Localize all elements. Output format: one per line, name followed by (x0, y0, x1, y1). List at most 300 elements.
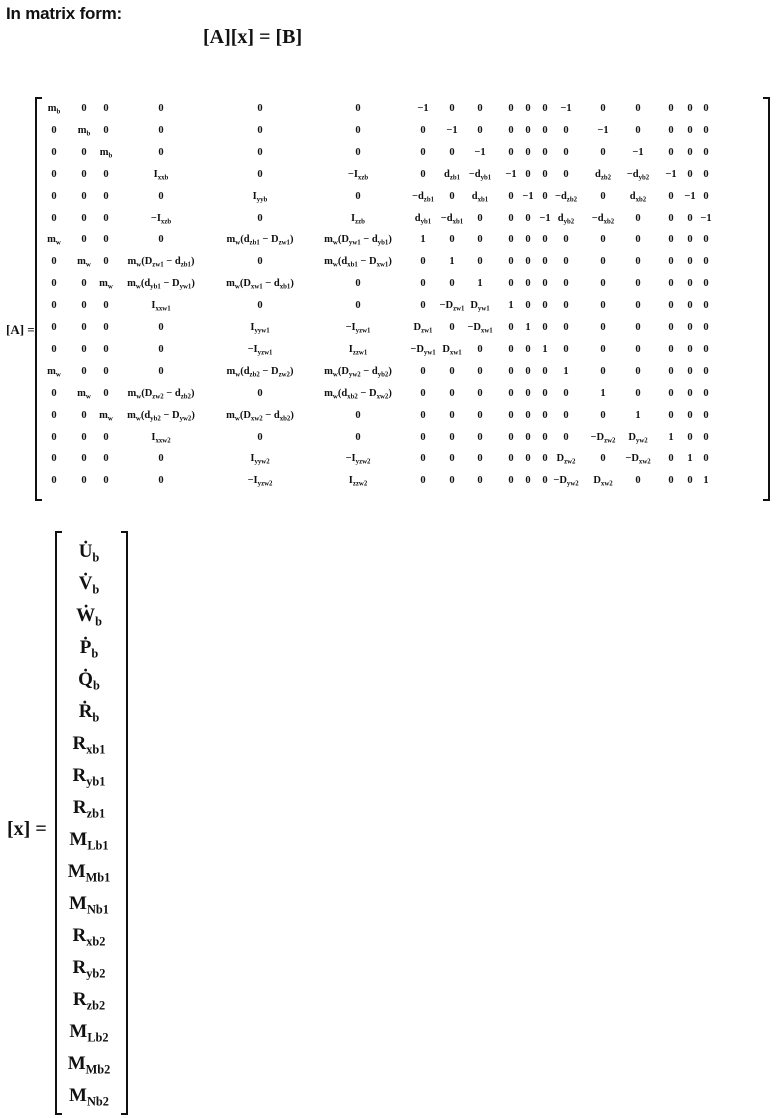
matrix-a-cell: 0 (508, 409, 514, 421)
matrix-a-row (44, 384, 764, 404)
matrix-a-cell: 0 (635, 365, 641, 377)
matrix-a-cell: $m_w(D_{yw2} - d_{yb2})$ (324, 365, 392, 379)
matrix-a-cell: 0 (687, 387, 693, 399)
matrix-a-cell: 0 (449, 146, 455, 158)
matrix-a-cell: −1 (417, 103, 429, 114)
matrix-a-cell: 0 (355, 431, 361, 443)
matrix-a-cell: 0 (508, 343, 514, 355)
matrix-a-cell: $D_{zw2}$ (556, 453, 576, 466)
matrix-a-right-bracket (762, 97, 772, 501)
matrix-a-cell: 0 (525, 256, 531, 268)
matrix-a-cell: 0 (81, 278, 87, 290)
matrix-a-cell: 0 (687, 168, 693, 180)
matrix-a-cell: 0 (668, 278, 674, 290)
matrix-a-cell: 0 (420, 146, 426, 158)
vector-x-entry: $M_{Mb1}$ (67, 861, 111, 885)
matrix-a-cell: −1 (539, 212, 551, 224)
matrix-a-cell: 0 (542, 124, 548, 136)
matrix-a-cell: 0 (703, 234, 709, 246)
matrix-a-cell: 0 (449, 431, 455, 443)
matrix-a-cell: 0 (449, 475, 455, 487)
matrix-a-cell: 0 (158, 365, 164, 377)
vector-x-entry: $M_{Nb2}$ (69, 1085, 109, 1109)
matrix-a-row (44, 340, 764, 360)
matrix-a-cell: 0 (103, 103, 109, 114)
matrix-a-cell: 0 (81, 475, 87, 487)
matrix-a-cell: 0 (257, 256, 263, 268)
matrix-a-cell: 0 (420, 387, 426, 399)
matrix-a-cell: 1 (420, 234, 426, 246)
matrix-a-cell: 0 (477, 212, 483, 224)
matrix-a-cell: 0 (449, 387, 455, 399)
matrix-a-cell: 0 (477, 387, 483, 399)
matrix-a-cell: 0 (600, 278, 606, 290)
matrix-a-cell: 0 (508, 190, 514, 202)
matrix-a-cell: 0 (103, 453, 109, 465)
matrix-a-cell: 0 (158, 146, 164, 158)
matrix-a-cell: 0 (525, 146, 531, 158)
matrix-a-cell: 0 (103, 431, 109, 443)
matrix-a-cell: 0 (600, 409, 606, 421)
matrix-a-cell: $D_{zw1}$ (413, 322, 433, 335)
matrix-a-cell: 0 (508, 256, 514, 268)
matrix-a-cell: 0 (103, 234, 109, 246)
matrix-a-cell: 0 (508, 124, 514, 136)
matrix-a-cell: 0 (51, 453, 57, 465)
matrix-a-cell: 0 (477, 256, 483, 268)
matrix-a-cell: $D_{yw2}$ (628, 431, 648, 444)
matrix-a-cell: $m_w(d_{zb1} - D_{zw1})$ (226, 234, 294, 247)
vector-x-entry: $M_{Mb2}$ (67, 1053, 111, 1077)
matrix-a-cell: $D_{xw2}$ (593, 475, 613, 488)
matrix-a-cell: $-d_{yb1}$ (468, 168, 492, 182)
matrix-a-cell: 0 (600, 343, 606, 355)
matrix-a-cell: 0 (703, 146, 709, 158)
matrix-a-row (44, 296, 764, 316)
matrix-a-cell: $d_{zb2}$ (594, 168, 612, 182)
matrix-a-cell: 0 (158, 190, 164, 202)
vector-x-entry: $M_{Lb1}$ (69, 829, 109, 853)
matrix-a-row (44, 471, 764, 491)
matrix-a-cell: $-D_{yw2}$ (553, 475, 579, 488)
matrix-a-cell: 0 (449, 453, 455, 465)
matrix-a-cell: 0 (542, 322, 548, 333)
matrix-a-cell: $I_{yyw2}$ (250, 453, 270, 466)
matrix-a-cell: 0 (81, 322, 87, 333)
matrix-a-cell: $m_w$ (77, 387, 91, 401)
matrix-a-cell: 0 (668, 256, 674, 268)
vector-x-entry: $R_{xb1}$ (72, 733, 106, 757)
matrix-a-cell: 0 (563, 256, 569, 268)
matrix-a-row (44, 121, 764, 141)
matrix-a-cell: 0 (703, 453, 709, 465)
matrix-a-cell: 0 (563, 431, 569, 443)
matrix-a-cell: 0 (449, 278, 455, 290)
matrix-a-cell: 0 (51, 168, 57, 180)
matrix-a-cell: 0 (103, 365, 109, 377)
matrix-a-cell: $m_w(D_{yw1} - d_{yb1})$ (324, 234, 392, 247)
matrix-a-cell: 0 (703, 343, 709, 355)
matrix-a-cell: 0 (158, 475, 164, 487)
matrix-a-cell: $-d_{zb1}$ (411, 190, 435, 203)
matrix-a-cell: 0 (51, 124, 57, 136)
matrix-a-cell: 0 (508, 453, 514, 465)
matrix-a-cell: 0 (51, 343, 57, 355)
matrix-a-cell: $I_{xxb}$ (153, 168, 169, 182)
vector-x-entry: $Q̇_b$ (78, 669, 100, 693)
matrix-a-cell: 0 (51, 409, 57, 421)
matrix-a-cell: 0 (668, 475, 674, 487)
matrix-a-cell: $-d_{yb2}$ (626, 168, 650, 182)
matrix-a-cell: 0 (51, 278, 57, 290)
matrix-a-cell: 0 (355, 278, 361, 290)
matrix-a-cell: 0 (81, 431, 87, 443)
matrix-a-cell: 0 (420, 431, 426, 443)
matrix-a-left-bracket (34, 97, 44, 501)
matrix-a-cell: $m_b$ (47, 103, 61, 116)
matrix-a-cell: 0 (542, 146, 548, 158)
matrix-a-cell: $m_w(d_{zb2} - D_{zw2})$ (226, 365, 294, 379)
matrix-a-cell: 0 (81, 343, 87, 355)
matrix-a-cell: 0 (257, 103, 263, 114)
matrix-a-cell: 0 (703, 300, 709, 312)
matrix-a-cell: $D_{yw1}$ (470, 300, 490, 313)
matrix-a-cell: 0 (687, 124, 693, 136)
matrix-a-cell: 0 (477, 431, 483, 443)
matrix-a-cell: $-D_{zw1}$ (439, 300, 465, 313)
matrix-a-row (44, 274, 764, 294)
matrix-a-cell: 0 (449, 365, 455, 377)
matrix-a-cell: 0 (51, 190, 57, 202)
matrix-a-cell: $-I_{xzb}$ (150, 212, 172, 225)
matrix-a-cell: −1 (474, 146, 486, 158)
matrix-a-cell: −1 (446, 124, 458, 136)
matrix-a-cell: 0 (508, 322, 514, 333)
matrix-a-cell: 0 (158, 453, 164, 465)
matrix-a-row (44, 449, 764, 469)
matrix-a-cell: $m_b$ (99, 146, 113, 160)
matrix-a-cell: 0 (420, 300, 426, 312)
matrix-a-row (44, 428, 764, 448)
matrix-a-cell: 0 (158, 103, 164, 114)
matrix-a-cell: $m_w(d_{xb2} - D_{xw2})$ (324, 387, 392, 401)
matrix-a-cell: 0 (158, 343, 164, 355)
matrix-a-cell: 1 (703, 475, 709, 487)
matrix-a-cell: 1 (449, 256, 455, 268)
matrix-a-cell: −1 (505, 168, 517, 180)
matrix-a-cell: 0 (668, 190, 674, 202)
matrix-a-cell: 0 (542, 190, 548, 202)
matrix-a-cell: $m_w(D_{zw2} - d_{zb2})$ (127, 387, 195, 401)
matrix-a-cell: 0 (635, 212, 641, 224)
matrix-a-cell: 0 (449, 234, 455, 246)
matrix-a-cell: 0 (703, 168, 709, 180)
matrix-a-cell: 0 (257, 124, 263, 136)
matrix-a-cell: 0 (525, 365, 531, 377)
matrix-a-cell: 0 (687, 212, 693, 224)
matrix-a-cell: $-d_{zb2}$ (554, 190, 578, 203)
matrix-a-cell: 1 (687, 453, 693, 465)
matrix-a-cell: $-D_{zw2}$ (590, 431, 616, 444)
matrix-a-cell: $m_w$ (47, 365, 61, 379)
vector-x-label: [x] = (7, 818, 47, 840)
matrix-a-cell: 0 (563, 387, 569, 399)
matrix-a-cell: 0 (477, 343, 483, 355)
matrix-a-cell: $-I_{yzw1}$ (345, 322, 371, 335)
matrix-a-cell: 0 (81, 212, 87, 224)
vector-x-entry: $V̇_b$ (78, 573, 100, 597)
matrix-a-cell: 0 (687, 256, 693, 268)
matrix-a-cell: 0 (542, 278, 548, 290)
matrix-a-cell: 0 (525, 103, 531, 114)
matrix-a-cell: $I_{yyb}$ (252, 190, 268, 203)
matrix-a-cell: 0 (687, 343, 693, 355)
matrix-a-cell: 0 (449, 190, 455, 202)
matrix-a-cell: 0 (635, 256, 641, 268)
vector-x-entry: $M_{Nb1}$ (69, 893, 109, 917)
matrix-a-cell: 0 (635, 103, 641, 114)
matrix-a-cell: $m_w$ (99, 278, 113, 291)
matrix-a-cell: 0 (81, 168, 87, 180)
matrix-a-cell: 0 (525, 475, 531, 487)
matrix-a-cell: 0 (563, 343, 569, 355)
matrix-a-cell: 0 (542, 387, 548, 399)
matrix-a-cell: 0 (525, 431, 531, 443)
matrix-a-cell: 0 (257, 212, 263, 224)
matrix-a-cell: 0 (703, 365, 709, 377)
matrix-a-cell: 0 (600, 322, 606, 333)
matrix-a-cell: 0 (635, 124, 641, 136)
matrix-a-cell: −1 (560, 103, 572, 114)
matrix-a-cell: 0 (668, 387, 674, 399)
matrix-a-cell: 0 (668, 146, 674, 158)
matrix-a-row (44, 406, 764, 426)
matrix-a-cell: $d_{xb2}$ (629, 190, 647, 203)
matrix-a-cell: 0 (668, 234, 674, 246)
matrix-a-cell: 0 (51, 322, 57, 333)
matrix-a-cell: 0 (525, 300, 531, 312)
matrix-a-cell: 0 (51, 212, 57, 224)
matrix-a-cell: 0 (600, 365, 606, 377)
matrix-a (44, 97, 764, 497)
matrix-a-cell: 0 (355, 190, 361, 202)
matrix-a-cell: $m_w(D_{xw2} - d_{xb2})$ (226, 409, 294, 422)
matrix-a-cell: 0 (563, 168, 569, 180)
matrix-a-cell: 0 (600, 190, 606, 202)
matrix-a-cell: 0 (563, 146, 569, 158)
matrix-a-cell: −1 (700, 212, 712, 224)
matrix-a-cell: 0 (257, 300, 263, 312)
matrix-a-cell: 0 (542, 300, 548, 312)
matrix-a-cell: 0 (477, 103, 483, 114)
matrix-a-cell: $m_w(d_{xb1} - D_{xw1})$ (324, 256, 392, 269)
matrix-a-cell: 0 (668, 103, 674, 114)
matrix-a-cell: 0 (420, 168, 426, 180)
matrix-a-cell: 0 (635, 278, 641, 290)
matrix-a-cell: $-d_{xb2}$ (591, 212, 615, 225)
matrix-a-cell: 0 (600, 146, 606, 158)
matrix-a-cell: 0 (668, 300, 674, 312)
matrix-a-cell: $m_w(d_{yb1} - D_{yw1})$ (127, 278, 195, 291)
matrix-a-cell: 0 (687, 300, 693, 312)
matrix-a-cell: $-I_{yzw2}$ (345, 453, 371, 466)
matrix-a-cell: 0 (525, 234, 531, 246)
matrix-a-cell: $m_w(d_{yb2} - D_{yw2})$ (127, 409, 195, 422)
matrix-a-row (44, 187, 764, 207)
matrix-a-cell: 0 (420, 124, 426, 136)
matrix-a-row (44, 230, 764, 250)
matrix-a-cell: $-I_{xzb}$ (347, 168, 369, 182)
matrix-a-cell: 0 (477, 475, 483, 487)
matrix-a-cell: 0 (563, 124, 569, 136)
matrix-a-cell: 0 (355, 300, 361, 312)
matrix-a-cell: 0 (508, 365, 514, 377)
matrix-a-cell: $d_{zb1}$ (443, 168, 461, 182)
matrix-a-cell: 0 (508, 387, 514, 399)
matrix-a-cell: 0 (420, 256, 426, 268)
matrix-a-row (44, 99, 764, 119)
matrix-a-cell: 0 (81, 365, 87, 377)
matrix-a-cell: 0 (420, 409, 426, 421)
matrix-a-cell: 0 (635, 475, 641, 487)
vector-x-entry: $R_{yb1}$ (72, 765, 106, 789)
matrix-a-cell: 0 (449, 409, 455, 421)
matrix-a-cell: 0 (81, 453, 87, 465)
matrix-a-cell: 0 (508, 146, 514, 158)
matrix-a-cell: 0 (600, 300, 606, 312)
matrix-a-cell: 0 (635, 387, 641, 399)
matrix-a-cell: 0 (668, 409, 674, 421)
matrix-a-cell: 0 (51, 256, 57, 268)
matrix-a-cell: $-d_{xb1}$ (440, 212, 464, 225)
matrix-a-cell: 0 (600, 103, 606, 114)
matrix-a-cell: 0 (542, 409, 548, 421)
matrix-a-cell: $m_w(D_{zw1} - d_{zb1})$ (127, 256, 195, 269)
matrix-a-cell: 0 (81, 300, 87, 312)
matrix-a-cell: $m_b$ (77, 124, 91, 138)
matrix-a-cell: 0 (508, 431, 514, 443)
matrix-a-cell: 0 (51, 387, 57, 399)
matrix-a-cell: 0 (525, 168, 531, 180)
matrix-a-cell: 0 (563, 278, 569, 290)
matrix-a-cell: 0 (51, 431, 57, 443)
matrix-a-cell: 0 (508, 212, 514, 224)
vector-x-entry: Ṙ$_b$ (78, 701, 100, 725)
matrix-a-cell: 0 (542, 234, 548, 246)
matrix-a-cell: 0 (525, 453, 531, 465)
matrix-a-cell: 0 (257, 146, 263, 158)
matrix-a-cell: 0 (635, 234, 641, 246)
matrix-a-cell: 0 (420, 278, 426, 290)
matrix-a-cell: 1 (600, 387, 606, 399)
matrix-a-cell: 1 (668, 431, 674, 443)
matrix-a-cell: 0 (525, 124, 531, 136)
heading: In matrix form: (6, 4, 123, 23)
vector-x-entry: Ẇ$_b$ (76, 605, 102, 629)
matrix-a-cell: 0 (542, 475, 548, 487)
matrix-a-cell: $I_{zzw1}$ (348, 343, 368, 357)
matrix-a-cell: 0 (687, 322, 693, 333)
matrix-a-cell: 0 (542, 453, 548, 465)
matrix-a-cell: 0 (103, 387, 109, 399)
matrix-a-cell: 1 (563, 365, 569, 377)
vector-x-entry: $R_{xb2}$ (72, 925, 106, 949)
matrix-a-row (44, 165, 764, 185)
matrix-a-cell: 0 (420, 453, 426, 465)
matrix-a-cell: 0 (477, 453, 483, 465)
matrix-a-cell: 0 (600, 256, 606, 268)
matrix-a-cell: 0 (525, 343, 531, 355)
vector-x-entry: $R_{zb2}$ (72, 989, 106, 1013)
matrix-a-cell: 0 (668, 124, 674, 136)
matrix-a-cell: $-I_{yzw1}$ (247, 343, 273, 357)
vector-x-entry: $M_{Lb2}$ (69, 1021, 109, 1045)
matrix-a-cell: 0 (158, 124, 164, 136)
matrix-a-cell: 0 (563, 234, 569, 246)
matrix-a-cell: 0 (508, 103, 514, 114)
matrix-a-cell: 1 (477, 278, 483, 290)
main-equation: [A][x] = [B] (203, 26, 303, 48)
vector-x-entry: $R_{yb2}$ (72, 957, 106, 981)
matrix-a-cell: 0 (703, 278, 709, 290)
matrix-a-cell: 0 (703, 409, 709, 421)
matrix-a-cell: 1 (525, 322, 531, 333)
matrix-a-cell: 0 (355, 146, 361, 158)
matrix-a-cell: 0 (103, 256, 109, 268)
matrix-a-label: [A] = (6, 322, 35, 337)
matrix-a-cell: 0 (420, 365, 426, 377)
matrix-a-cell: 0 (158, 234, 164, 246)
matrix-a-cell: 0 (563, 322, 569, 333)
matrix-a-cell: 0 (51, 300, 57, 312)
matrix-a-cell: $I_{xxw1}$ (151, 300, 171, 313)
matrix-a-cell: 0 (51, 475, 57, 487)
matrix-a-cell: 0 (687, 475, 693, 487)
matrix-a-cell: $m_w$ (47, 234, 61, 247)
matrix-a-row (44, 143, 764, 163)
matrix-a-cell: 0 (525, 387, 531, 399)
matrix-a-cell: 0 (525, 278, 531, 290)
matrix-a-cell: 0 (542, 256, 548, 268)
matrix-a-cell: 0 (687, 103, 693, 114)
matrix-a-cell: 0 (668, 343, 674, 355)
matrix-a-cell: $d_{xb1}$ (471, 190, 489, 203)
matrix-a-cell: 0 (703, 190, 709, 202)
matrix-a-cell: 0 (668, 322, 674, 333)
matrix-a-cell: 0 (703, 256, 709, 268)
matrix-a-cell: 0 (257, 431, 263, 443)
matrix-a-cell: 0 (103, 190, 109, 202)
matrix-a-cell: 0 (703, 103, 709, 114)
matrix-a-cell: 0 (542, 431, 548, 443)
matrix-a-cell: 1 (508, 300, 514, 312)
matrix-a-cell: $d_{yb1}$ (414, 212, 432, 225)
matrix-a-cell: 0 (420, 475, 426, 487)
matrix-a-cell: 0 (542, 103, 548, 114)
matrix-a-cell: 0 (600, 234, 606, 246)
matrix-a-cell: 0 (81, 190, 87, 202)
matrix-a-cell: $I_{xxw2}$ (151, 431, 171, 444)
matrix-a-cell: 1 (635, 409, 641, 421)
matrix-a-cell: $-D_{xw1}$ (467, 322, 493, 335)
matrix-a-cell: 0 (477, 365, 483, 377)
matrix-a-cell: 0 (542, 168, 548, 180)
matrix-a-cell: 0 (103, 124, 109, 136)
matrix-a-row (44, 252, 764, 272)
matrix-a-cell: 0 (668, 453, 674, 465)
matrix-a-cell: 0 (103, 212, 109, 224)
matrix-a-cell: 0 (668, 212, 674, 224)
